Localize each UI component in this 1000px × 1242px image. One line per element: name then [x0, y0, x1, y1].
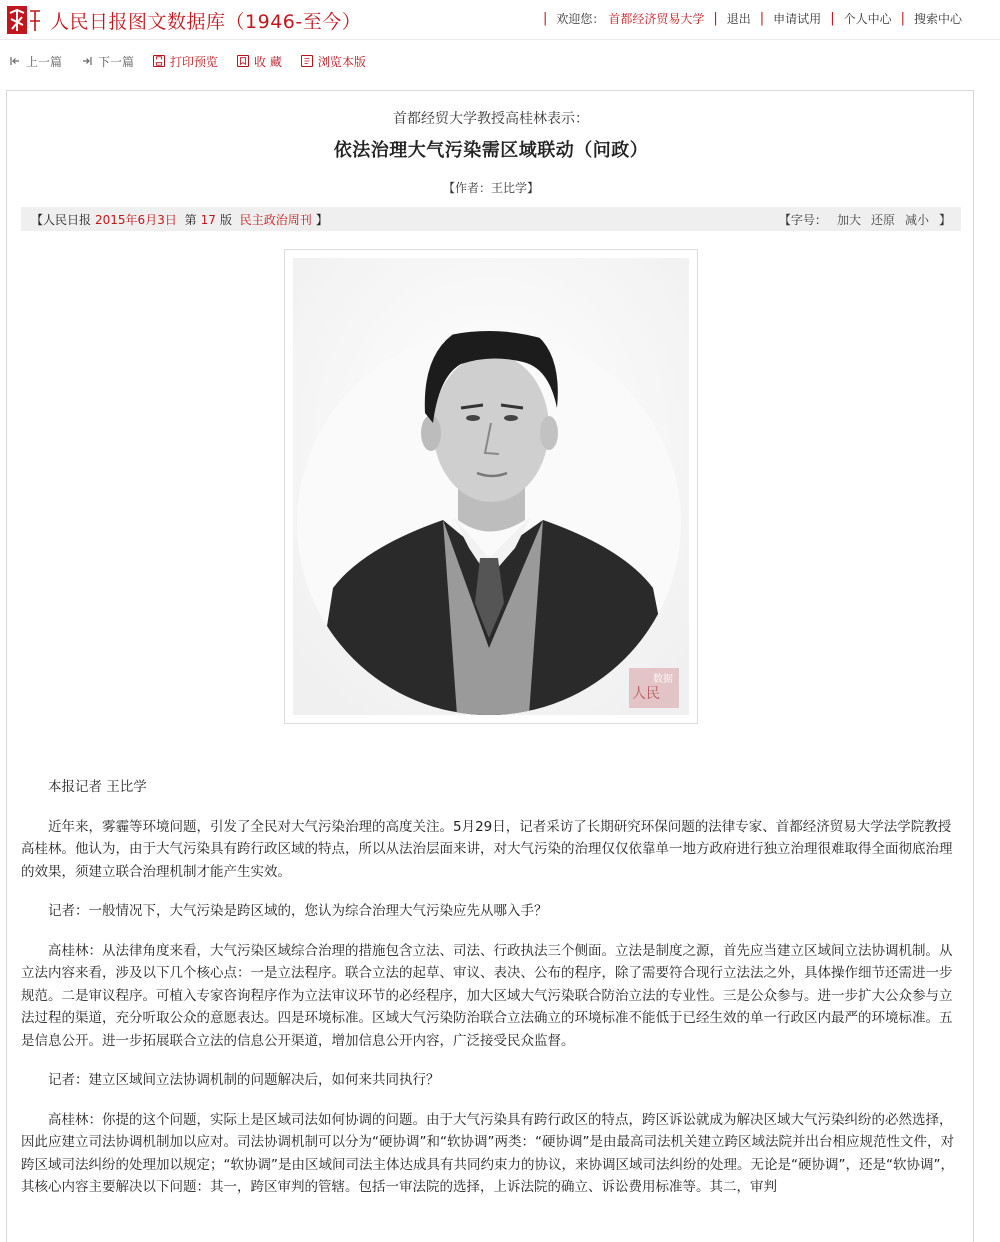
- svg-text:人民: 人民: [632, 686, 660, 702]
- page-number[interactable]: 17: [200, 212, 216, 227]
- article-paragraph: 高桂林：从法律角度来看，大气污染区域综合治理的措施包含立法、司法、行政执法三个侧面。立法是制度之源，首先应当建立区域间立法协调机制。从立法内容来看，涉及以下几个核心点：一是立法程序。联合立法的起草、审议、表决、公布的程序，除了需要符合现行立法法之外，具体操作细节还需进一步规范。二是审议程序。可植入专家咨询程序作为立法审议环节的必经程序，加大区域大气污染联合防治立法的专业性。三是公众参与。进一步扩大公众参与立法过程的渠道，充分听取公众的意愿表达。四是环境标准。区域大气污染防治联合立法确立的环境标准不能低于已经生效的单一行政区内最严的环境标准。五是信息公开。进一步拓展联合立法的信息公开渠道，增加信息公开内容，广泛接受民众监督。: [21, 942, 953, 1049]
- info-close: 】: [315, 212, 328, 227]
- print-preview-button[interactable]: [153, 53, 218, 70]
- section-name[interactable]: 民主政治周刊: [239, 212, 312, 227]
- top-nav: [534, 10, 962, 27]
- people-daily-logo-icon[interactable]: [6, 5, 42, 35]
- article-info-bar: [21, 207, 961, 231]
- browse-page-button[interactable]: [301, 53, 366, 70]
- svg-text:数据: 数据: [653, 674, 673, 685]
- article-paragraph: 记者：一般情况下，大气污染是跨区域的，您认为综合治理大气污染应先从哪入手？: [48, 903, 548, 919]
- font-size-label: 【字号：: [778, 212, 827, 227]
- nav-divider: |: [759, 11, 765, 26]
- article-photo: [293, 258, 689, 715]
- article-paragraph: 高桂林：你提的这个问题，实际上是区域司法如何协调的问题。由于大气污染具有跨行政区的特点，跨区诉讼就成为解决区域大气污染纠纷的必然选择，因此应建立司法协调机制加以应对。司法协调机制可以分为“硬协调”和“软协调”两类：“硬协调”是由最高司法机关建立跨区域法院并出台相应规范性文件，对跨区域司法纠纷的处理加以规定；“软协调”是由区域间司法主体达成具有共同约束力的协议，来协调区域司法纠纷的处理。无论是“硬协调”，还是“软协调”，其核心内容主要解决以下问题：其一，跨区审判的管辖。包括一审法院的选择，上诉法院的确立、诉讼费用标准等。其二，审判: [21, 1111, 954, 1195]
- arrow-right-icon: [81, 55, 93, 67]
- nav-divider: |: [542, 11, 548, 26]
- print-preview-label: 打印预览: [170, 54, 219, 69]
- publish-date[interactable]: 2015年6月3日: [95, 212, 177, 227]
- next-article-button[interactable]: [81, 53, 134, 70]
- article-toolbar: [0, 40, 1000, 82]
- font-close: 】: [938, 212, 951, 227]
- printer-icon: [153, 55, 165, 67]
- site-years: （1946-至今）: [225, 11, 362, 33]
- logout-link[interactable]: 退出: [726, 12, 751, 26]
- watermark-logo: [629, 668, 679, 708]
- article-paragraph: 本报记者 王比学: [48, 779, 147, 795]
- article-author: 【作者：王比学】: [442, 181, 539, 195]
- font-bigger-button[interactable]: 加大: [836, 212, 861, 227]
- prev-article-label: 上一篇: [26, 54, 63, 69]
- prev-article-button[interactable]: [9, 53, 62, 70]
- page-prefix: 第: [184, 212, 197, 227]
- next-article-label: 下一篇: [98, 54, 135, 69]
- bookmark-icon: [237, 55, 249, 67]
- site-name: 人民日报图文数据库: [50, 11, 226, 33]
- top-bar: [0, 0, 1000, 40]
- font-size-controls: [769, 211, 951, 228]
- welcome-text: 欢迎您：: [556, 12, 605, 26]
- paper-name: 【人民日报: [31, 212, 92, 227]
- site-title[interactable]: [50, 7, 361, 34]
- article-body: [21, 776, 961, 1216]
- nav-divider: |: [900, 11, 905, 26]
- browse-page-label: 浏览本版: [317, 54, 366, 69]
- arrow-left-icon: [9, 55, 21, 67]
- article-title: 依法治理大气污染需区域联动（问政）: [333, 140, 649, 161]
- personal-center-link[interactable]: 个人中心: [843, 12, 892, 26]
- article-paragraph: 近年来，雾霾等环境问题，引发了全民对大气污染治理的高度关注。5月29日，记者采访了长期研究环保问题的法律专家、首都经济贸易大学法学院教授高桂林。他认为，由于大气污染具有跨行政区域的特点，所以从法治层面来讲，对大气污染的治理仅仅依靠单一地方政府进行独立治理很难取得全面彻底治理的效果，须建立联合治理机制才能产生实效。: [21, 818, 953, 880]
- user-name[interactable]: 首都经济贸易大学: [608, 12, 705, 26]
- portrait-photo: [293, 258, 689, 715]
- favorite-button[interactable]: [237, 53, 282, 70]
- nav-divider: |: [830, 11, 835, 26]
- nav-divider: |: [713, 11, 718, 26]
- favorite-label: 收 藏: [254, 54, 282, 69]
- apply-trial-link[interactable]: 申请试用: [773, 12, 822, 26]
- article-paragraph: 记者：建立区域间立法协调机制的问题解决后，如何来共同执行？: [48, 1072, 440, 1088]
- page-suffix: 版: [219, 212, 232, 227]
- article-photo-frame: [284, 249, 698, 724]
- article-kicker: 首都经贸大学教授高桂林表示：: [393, 111, 589, 127]
- search-center-link[interactable]: 搜索中心: [913, 12, 962, 26]
- font-smaller-button[interactable]: 减小: [904, 212, 929, 227]
- article-frame: [6, 90, 974, 1242]
- font-reset-button[interactable]: 还原: [870, 212, 895, 227]
- newspaper-icon: [301, 55, 313, 67]
- publication-info: [31, 211, 332, 228]
